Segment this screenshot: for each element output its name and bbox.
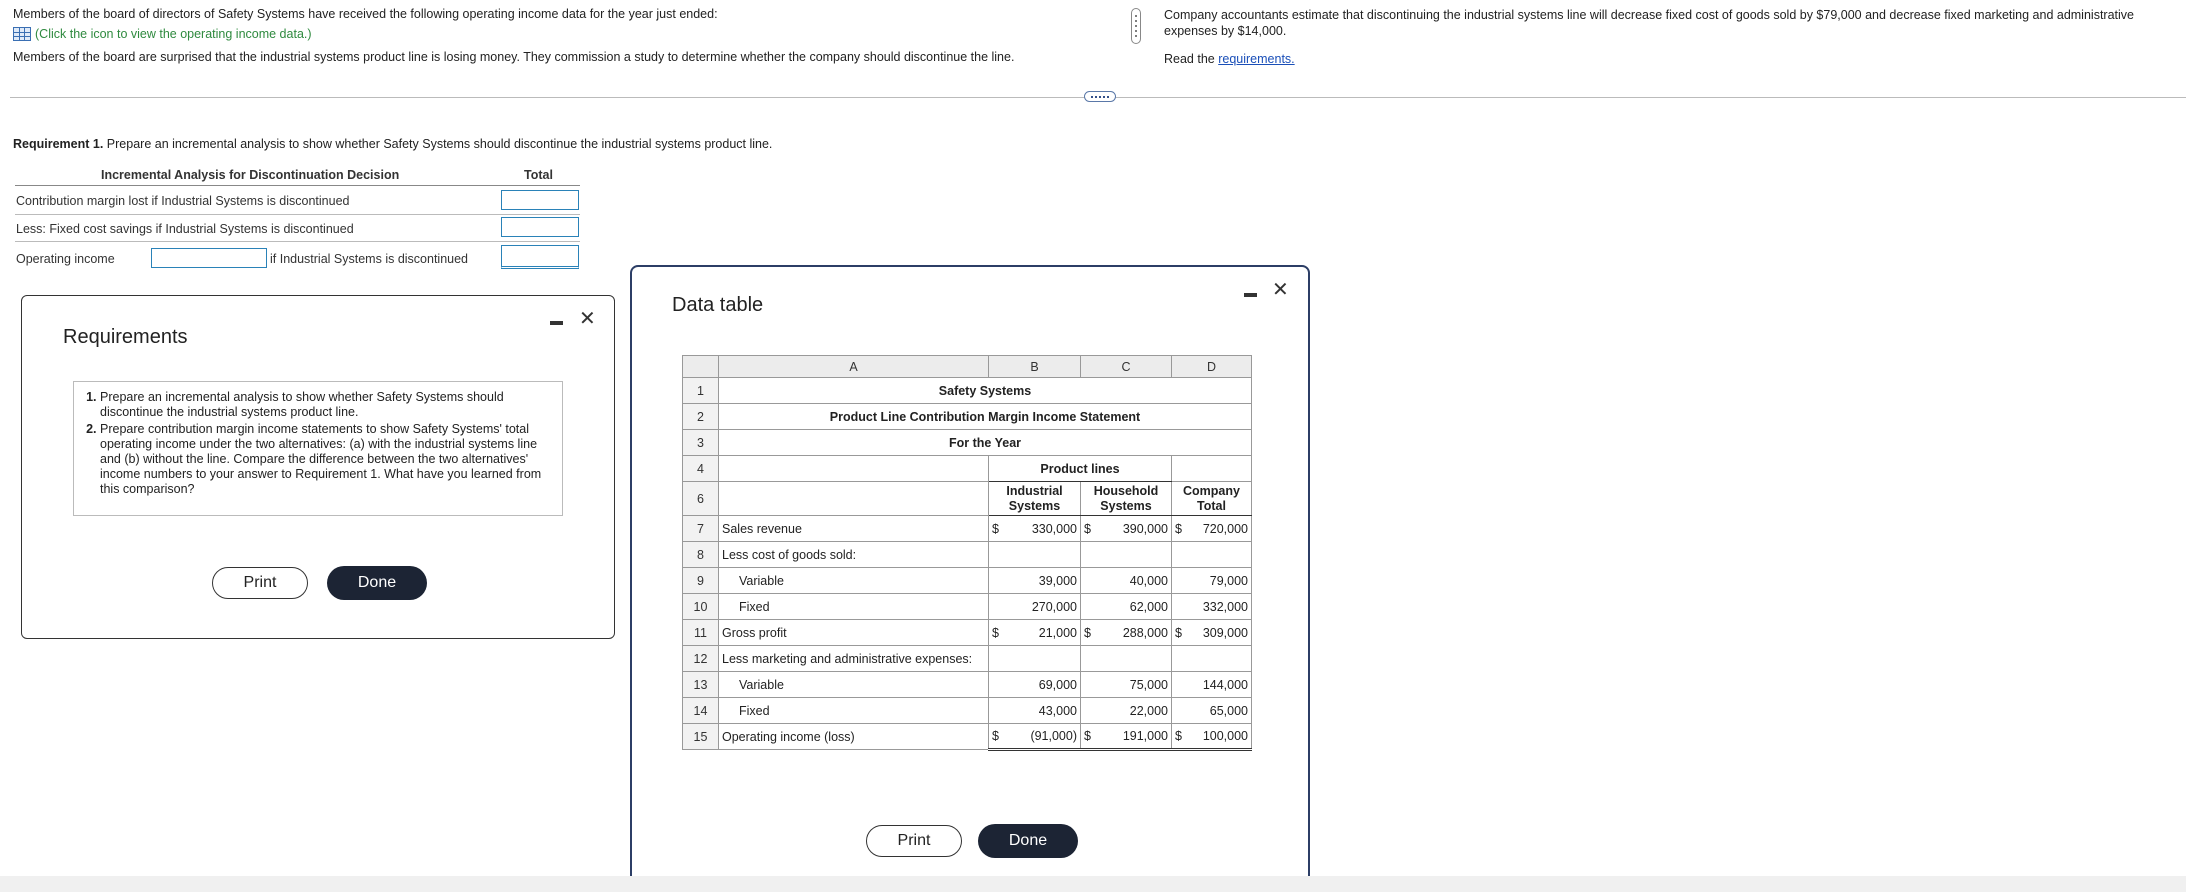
value-cell bbox=[989, 698, 1081, 724]
industrial-systems-header: Industrial Systems bbox=[989, 482, 1081, 516]
currency-symbol: $ bbox=[1084, 521, 1091, 536]
amount: 62,000 bbox=[1129, 599, 1168, 614]
value-cell bbox=[1172, 672, 1252, 698]
operating-income-input[interactable] bbox=[501, 245, 579, 269]
table-row bbox=[683, 620, 1252, 646]
value-cell bbox=[1172, 516, 1252, 542]
value-cell bbox=[989, 568, 1081, 594]
amount: 43,000 bbox=[1038, 703, 1077, 718]
intro-text: Members of the board of directors of Safety Systems have received the following operating income data for the year just ended: bbox=[13, 7, 718, 21]
line-label: Fixed bbox=[719, 594, 989, 620]
line-label: Variable bbox=[719, 568, 989, 594]
currency-symbol: $ bbox=[992, 729, 999, 743]
table-row bbox=[683, 672, 1252, 698]
table-row bbox=[683, 404, 1252, 430]
product-lines-header: Product lines bbox=[989, 456, 1172, 482]
empty-cell bbox=[719, 482, 989, 516]
value-cell bbox=[1081, 620, 1172, 646]
column-header-a: A bbox=[719, 356, 989, 378]
row-number: 3 bbox=[683, 430, 719, 456]
table-row bbox=[683, 430, 1252, 456]
row-label: Less: Fixed cost savings if Industrial Systems is discontinued bbox=[16, 222, 354, 236]
amount: 100,000 bbox=[1202, 729, 1248, 743]
table-row bbox=[683, 542, 1252, 568]
value-cell bbox=[989, 516, 1081, 542]
row-number: 8 bbox=[683, 542, 719, 568]
value-cell bbox=[1172, 646, 1252, 672]
table-row bbox=[683, 568, 1252, 594]
value-cell bbox=[1172, 698, 1252, 724]
data-table-dialog-title: Data table bbox=[672, 294, 764, 316]
amount: 191,000 bbox=[1122, 729, 1168, 743]
requirements-dialog-title: Requirements bbox=[63, 326, 188, 348]
line-label: Sales revenue bbox=[719, 516, 989, 542]
intro-text-2: Members of the board are surprised that the industrial systems product line is losing money. They commission a study to determine whether the company should discontinue the line. bbox=[13, 50, 1015, 64]
column-header-b: B bbox=[989, 356, 1081, 378]
spreadsheet-table bbox=[682, 355, 1252, 751]
requirement-1-label: Requirement 1. bbox=[13, 137, 104, 151]
empty-cell bbox=[719, 456, 989, 482]
read-requirements bbox=[1164, 52, 1295, 66]
statement-title: Product Line Contribution Margin Income Statement bbox=[719, 404, 1252, 430]
row-number: 11 bbox=[683, 620, 719, 646]
close-icon[interactable]: ✕ bbox=[579, 308, 596, 330]
row-number: 1 bbox=[683, 378, 719, 404]
table-row bbox=[683, 482, 1252, 516]
value-cell bbox=[1081, 724, 1172, 750]
company-total-header: Company Total bbox=[1172, 482, 1252, 516]
value-cell bbox=[1172, 620, 1252, 646]
line-label: Less cost of goods sold: bbox=[719, 542, 989, 568]
table-row bbox=[683, 594, 1252, 620]
column-header-c: C bbox=[1081, 356, 1172, 378]
operating-income-data-link[interactable] bbox=[13, 27, 312, 41]
currency-symbol: $ bbox=[992, 521, 999, 536]
line-label: Gross profit bbox=[719, 620, 989, 646]
value-cell bbox=[989, 594, 1081, 620]
operating-income-direction-select[interactable] bbox=[151, 248, 267, 268]
row-number: 6 bbox=[683, 482, 719, 516]
statement-period: For the Year bbox=[719, 430, 1252, 456]
operating-income-row bbox=[15, 244, 580, 272]
value-cell bbox=[1172, 594, 1252, 620]
print-button[interactable]: Print bbox=[866, 825, 962, 857]
requirement-1-text: Prepare an incremental analysis to show whether Safety Systems should discontinue the industrial systems product line. bbox=[106, 137, 773, 151]
amount: 22,000 bbox=[1129, 703, 1168, 718]
row-label: Contribution margin lost if Industrial Systems is discontinued bbox=[16, 194, 350, 208]
value-cell bbox=[1081, 516, 1172, 542]
vertical-splitter-handle[interactable] bbox=[1131, 8, 1141, 44]
contribution-margin-lost-input[interactable] bbox=[501, 190, 579, 210]
value-cell bbox=[1172, 724, 1252, 750]
operating-income-suffix: if Industrial Systems is discontinued bbox=[270, 252, 469, 266]
currency-symbol: $ bbox=[1175, 521, 1182, 536]
currency-symbol: $ bbox=[1084, 625, 1091, 640]
row-number: 2 bbox=[683, 404, 719, 430]
row-number: 15 bbox=[683, 724, 719, 750]
fixed-cost-savings-row bbox=[15, 216, 580, 242]
row-number: 10 bbox=[683, 594, 719, 620]
amount: 21,000 bbox=[1038, 625, 1077, 640]
value-cell bbox=[1081, 542, 1172, 568]
requirements-list-box bbox=[73, 381, 563, 516]
currency-symbol: $ bbox=[992, 625, 999, 640]
amount: 309,000 bbox=[1202, 625, 1248, 640]
print-button[interactable]: Print bbox=[212, 567, 308, 599]
value-cell bbox=[989, 542, 1081, 568]
amount: 79,000 bbox=[1209, 573, 1248, 588]
table-row bbox=[683, 456, 1252, 482]
amount: 288,000 bbox=[1122, 625, 1168, 640]
amount: 330,000 bbox=[1031, 521, 1077, 536]
done-button[interactable]: Done bbox=[978, 824, 1078, 858]
value-cell bbox=[989, 724, 1081, 750]
requirement-1-instructions bbox=[13, 137, 772, 151]
table-row bbox=[683, 646, 1252, 672]
table-row bbox=[683, 724, 1252, 750]
contribution-margin-lost-row bbox=[15, 189, 580, 215]
row-number: 12 bbox=[683, 646, 719, 672]
value-cell bbox=[989, 620, 1081, 646]
requirement-item-1: 1. Prepare an incremental analysis to show whether Safety Systems should discontinue the industrial systems product line. bbox=[100, 390, 552, 420]
row-number: 9 bbox=[683, 568, 719, 594]
currency-symbol: $ bbox=[1084, 729, 1091, 743]
row-number: 7 bbox=[683, 516, 719, 542]
line-label: Less marketing and administrative expenses: bbox=[719, 646, 989, 672]
incremental-analysis-header bbox=[15, 168, 580, 186]
amount: 332,000 bbox=[1202, 599, 1248, 614]
table-icon[interactable] bbox=[13, 27, 31, 41]
amount: 69,000 bbox=[1038, 677, 1077, 692]
currency-symbol: $ bbox=[1175, 625, 1182, 640]
total-column-header: Total bbox=[524, 168, 553, 182]
requirements-link[interactable]: requirements. bbox=[1218, 52, 1295, 66]
amount: 390,000 bbox=[1122, 521, 1168, 536]
row-number: 13 bbox=[683, 672, 719, 698]
table-row bbox=[683, 516, 1252, 542]
incremental-analysis-title: Incremental Analysis for Discontinuation Decision bbox=[101, 168, 400, 182]
amount: 39,000 bbox=[1038, 573, 1077, 588]
amount: (91,000) bbox=[1030, 729, 1077, 743]
minimize-icon[interactable] bbox=[550, 321, 563, 325]
bottom-scroll-area bbox=[0, 876, 2186, 892]
value-cell bbox=[989, 646, 1081, 672]
value-cell bbox=[1081, 672, 1172, 698]
amount: 75,000 bbox=[1129, 677, 1168, 692]
line-label: Variable bbox=[719, 672, 989, 698]
value-cell bbox=[1081, 594, 1172, 620]
amount: 720,000 bbox=[1202, 521, 1248, 536]
currency-symbol: $ bbox=[1175, 729, 1182, 743]
value-cell bbox=[1172, 568, 1252, 594]
line-label: Fixed bbox=[719, 698, 989, 724]
value-cell bbox=[1172, 542, 1252, 568]
amount: 144,000 bbox=[1202, 677, 1248, 692]
value-cell bbox=[1081, 646, 1172, 672]
corner-cell bbox=[683, 356, 719, 378]
requirements-list bbox=[82, 390, 552, 497]
done-button[interactable]: Done bbox=[327, 566, 427, 600]
statement-lines bbox=[683, 516, 1252, 750]
column-header-d: D bbox=[1172, 356, 1252, 378]
requirement-item-2: 2. Prepare contribution margin income statements to show Safety Systems' total operating income under the two alternatives: (a) with the industrial systems line and (b) without the line. Compare the difference between the two alternatives' income numbers to your answer to Requirement 1. What have you learned from this comparison? bbox=[100, 422, 552, 497]
table-row bbox=[683, 698, 1252, 724]
close-icon[interactable]: ✕ bbox=[1272, 279, 1289, 301]
value-cell bbox=[1081, 698, 1172, 724]
value-cell bbox=[1081, 568, 1172, 594]
operating-income-label: Operating income bbox=[16, 252, 115, 266]
table-row bbox=[683, 378, 1252, 404]
line-label: Operating income (loss) bbox=[719, 724, 989, 750]
estimate-text: Company accountants estimate that discontinuing the industrial systems line will decrease fixed cost of goods sold by $79,000 and decrease fixed marketing and administrative expenses by $14,000. bbox=[1164, 8, 2134, 38]
fixed-cost-savings-input[interactable] bbox=[501, 217, 579, 237]
row-number: 14 bbox=[683, 698, 719, 724]
household-systems-header: Household Systems bbox=[1081, 482, 1172, 516]
company-name: Safety Systems bbox=[719, 378, 1252, 404]
empty-cell bbox=[1172, 456, 1252, 482]
requirements-dialog bbox=[21, 295, 615, 639]
horizontal-splitter-handle[interactable] bbox=[1084, 91, 1116, 102]
value-cell bbox=[989, 672, 1081, 698]
read-the-label: Read the bbox=[1164, 52, 1215, 66]
amount: 40,000 bbox=[1129, 573, 1168, 588]
amount: 270,000 bbox=[1031, 599, 1077, 614]
minimize-icon[interactable] bbox=[1244, 293, 1257, 297]
amount: 65,000 bbox=[1209, 703, 1248, 718]
row-number: 4 bbox=[683, 456, 719, 482]
operating-income-link-text[interactable]: (Click the icon to view the operating income data.) bbox=[35, 27, 312, 41]
column-header-row bbox=[683, 356, 1252, 378]
